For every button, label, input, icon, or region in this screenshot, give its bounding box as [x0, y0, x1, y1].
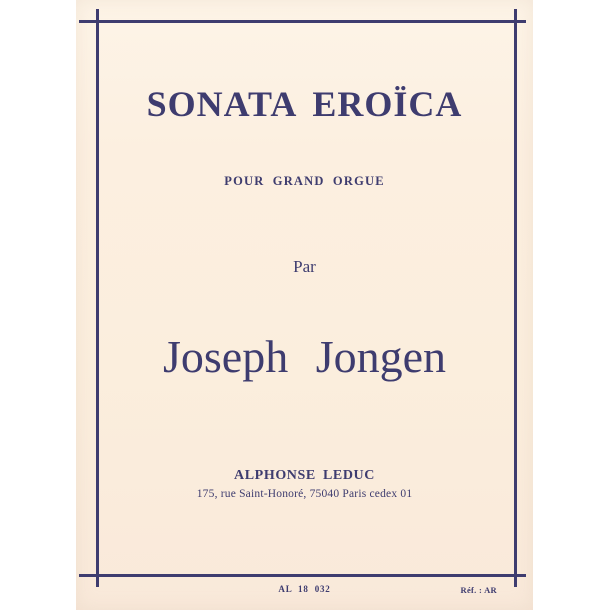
frame-rule-top — [79, 20, 526, 23]
score-cover — [76, 0, 533, 610]
publisher-name: ALPHONSE LEDUC — [234, 468, 375, 483]
publisher-address: 175, rue Saint-Honoré, 75040 Paris cedex 01 — [196, 488, 413, 500]
reference-code: Réf. : AR — [460, 585, 497, 595]
frame-rule-bottom — [79, 574, 526, 577]
byline: Par — [293, 257, 316, 276]
subtitle: POUR GRAND ORGUE — [224, 174, 385, 188]
plate-number: AL 18 032 — [278, 584, 331, 594]
title: SONATA EROÏCA — [146, 84, 463, 124]
composer-name: Joseph Jongen — [162, 331, 447, 382]
